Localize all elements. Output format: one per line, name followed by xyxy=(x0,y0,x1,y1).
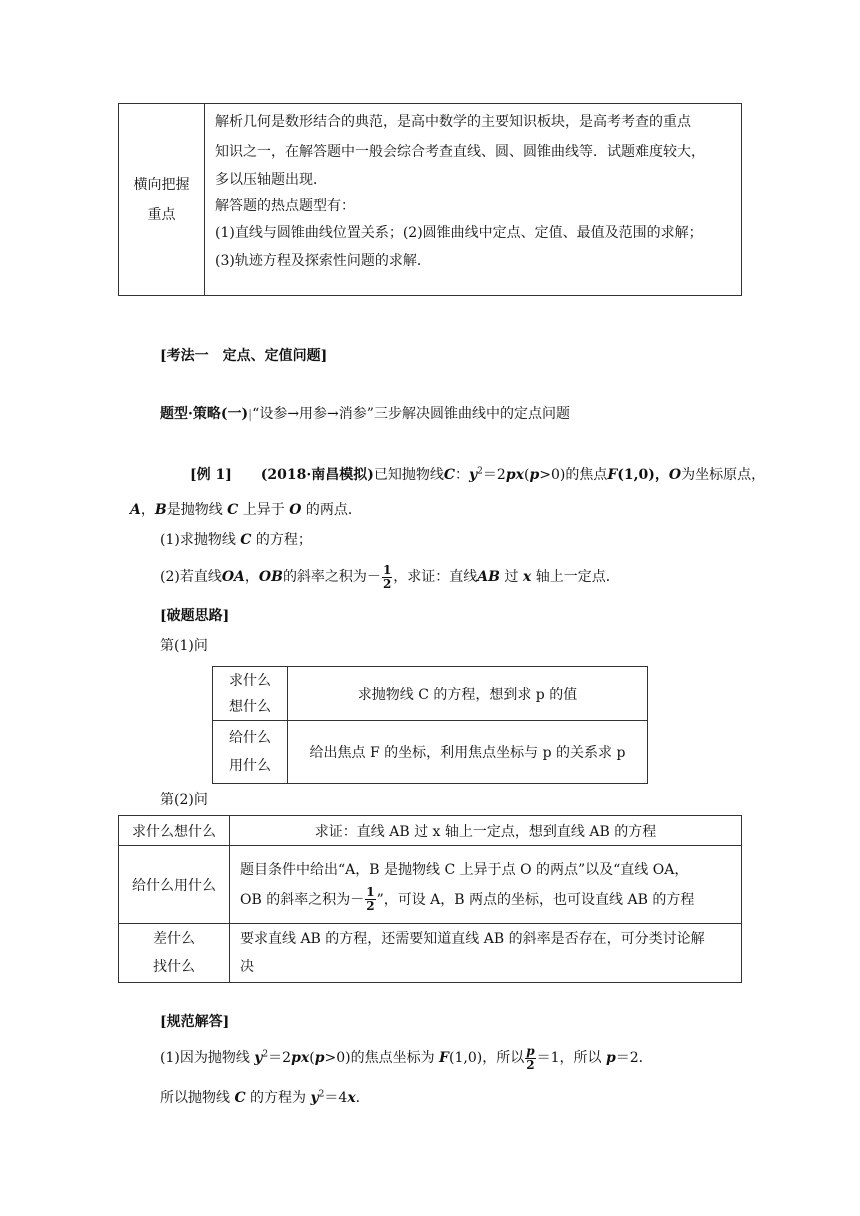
overview-line-5: (3)轨迹方程及探索性问题的求解． xyxy=(215,253,431,269)
section-heading: [考法一 定点、定值问题] xyxy=(160,348,328,364)
var-C: C xyxy=(227,502,239,518)
var-O: O xyxy=(668,467,682,483)
table1-head xyxy=(213,721,288,784)
var-O: O xyxy=(289,502,302,518)
solution-line-2 xyxy=(160,1088,370,1108)
overview-content xyxy=(205,104,742,296)
fraction-p-over-2 xyxy=(525,1045,535,1072)
strategy-label: 题型·策略(一) xyxy=(160,406,249,422)
example-tag: [例 1] xyxy=(190,467,232,483)
exp-2: 2 xyxy=(477,466,483,477)
sol2-text-c: ＝4 xyxy=(324,1090,348,1106)
fraction-one-half xyxy=(382,564,392,591)
table2-row2-line2 xyxy=(240,885,735,915)
frac-den: 2 xyxy=(382,576,392,591)
table1-content: 求抛物线 C 的方程，想到求 p 的值 xyxy=(288,667,648,721)
var-A: A xyxy=(130,502,141,518)
var-C: C xyxy=(443,467,456,483)
example-eq: ＝2 xyxy=(482,467,506,483)
table2-head: 求什么想什么 xyxy=(119,816,230,846)
table2-content xyxy=(230,924,742,983)
example-line2-text: 是抛物线 xyxy=(166,502,223,518)
overview-label-line1: 横向把握 xyxy=(133,176,190,193)
table1-head xyxy=(213,667,288,721)
var-OA: OA xyxy=(221,569,245,585)
var-y: y xyxy=(254,1050,263,1066)
overview-line-4: (1)直线与圆锥曲线位置关系；(2)圆锥曲线中定点、定值、最值及范围的求解； xyxy=(215,225,703,241)
table1-head-line2: 想什么 xyxy=(229,698,271,715)
table2-head-line2: 找什么 xyxy=(153,959,195,975)
table2-content: 求证：直线 AB 过 x 轴上一定点，想到直线 AB 的方程 xyxy=(230,816,742,846)
frac-num: p xyxy=(526,1043,535,1058)
table1-row xyxy=(213,721,648,784)
table-part1 xyxy=(212,666,648,784)
table2-row2-line2a: OB 的斜率之积为－ xyxy=(240,891,365,908)
strategy-line xyxy=(160,404,570,424)
frac-den: 2 xyxy=(366,899,375,913)
overview-line-0: 解析几何是数形结合的典范，是高中数学的主要知识板块，是高考考查的重点 xyxy=(215,114,691,130)
q2-text-e: 轴上一定点． xyxy=(535,569,620,585)
var-px: px xyxy=(291,1050,310,1066)
exp-2: 2 xyxy=(262,1049,269,1060)
table-part2 xyxy=(118,815,742,983)
var-OB: OB xyxy=(258,569,283,585)
var-AB: AB xyxy=(477,569,500,585)
overview-line-1: 知识之一，在解答题中一般会综合考查直线、圆、圆锥曲线等．试题难度较大， xyxy=(215,144,705,160)
part2-label: 第(2)问 xyxy=(160,792,208,808)
strategy-separator: | xyxy=(248,407,253,421)
table2-content xyxy=(230,846,742,924)
sol-text-a: (1)因为抛物线 xyxy=(160,1050,255,1066)
example-line-2 xyxy=(130,500,362,520)
sol-text-g: ＝2． xyxy=(615,1050,653,1066)
sol-text-e: (1,0)，所以 xyxy=(449,1050,525,1066)
q1-end: 的方程； xyxy=(255,532,312,548)
exp-2: 2 xyxy=(318,1089,325,1100)
overview-line-2: 多以压轴题出现． xyxy=(215,172,327,188)
q1-text: (1)求抛物线 xyxy=(160,532,236,548)
table1-row xyxy=(213,667,648,721)
focus-coord: (1,0)， xyxy=(617,467,669,483)
var-p: p xyxy=(605,1050,616,1066)
table2-row xyxy=(119,816,742,846)
q2-text-a: (2)若直线 xyxy=(160,569,222,585)
question-1 xyxy=(160,530,312,550)
example-origin-text: 为坐标原点， xyxy=(681,467,766,483)
table2-head xyxy=(119,924,230,983)
sol-text-c: ( xyxy=(309,1050,315,1066)
table2-row xyxy=(119,846,742,924)
analysis-heading: [破题思路] xyxy=(160,608,230,624)
sol-text-d: >0)的焦点坐标为 xyxy=(324,1050,440,1066)
var-F: F xyxy=(607,467,618,483)
example-line-1 xyxy=(190,465,765,485)
table1-head-line1: 给什么 xyxy=(229,730,271,746)
q2-text-c: ，求证：直线 xyxy=(393,569,478,585)
var-C: C xyxy=(240,532,252,548)
example-cond: >0)的焦点 xyxy=(539,467,608,483)
sol-text-b: ＝2 xyxy=(268,1050,292,1066)
overview-label-line2: 重点 xyxy=(147,206,176,223)
sol-text-f: ＝1，所以 xyxy=(536,1050,606,1066)
overview-line-3: 解答题的热点题型有： xyxy=(215,198,355,214)
question-2 xyxy=(160,562,620,592)
table1-head-line1: 求什么 xyxy=(229,672,271,689)
sol2-text-b: 的方程为 xyxy=(245,1090,311,1106)
table2-row3-line1: 要求直线 AB 的方程，还需要知道直线 AB 的斜率是否存在，可分类讨论解 xyxy=(240,931,705,947)
fraction-one-half xyxy=(365,886,375,913)
table2-row3-line2: 决 xyxy=(240,959,254,975)
table2-row2-line1: 题目条件中给出“A，B 是抛物线 C 上异于点 O 的两点”以及“直线 OA， xyxy=(240,861,689,878)
example-source: (2018·南昌模拟) xyxy=(260,467,374,483)
var-x: x xyxy=(347,1090,356,1106)
var-F: F xyxy=(439,1050,449,1066)
q2-text-d: 过 xyxy=(504,569,519,585)
overview-table xyxy=(118,103,742,296)
var-p: p xyxy=(314,1050,325,1066)
example-sep: ， xyxy=(140,502,155,518)
table1-content: 给出焦点 F 的坐标，利用焦点坐标与 p 的关系求 p xyxy=(288,721,648,784)
solution-line-1 xyxy=(160,1042,653,1074)
strategy-text: “设参→用参→消参”三步解决圆锥曲线中的定点问题 xyxy=(252,406,570,422)
solution-heading: [规范解答] xyxy=(160,1014,230,1030)
q2-comma: ， xyxy=(244,569,259,585)
var-px: px xyxy=(505,467,524,483)
example-colon: ： xyxy=(455,467,470,483)
frac-num: 1 xyxy=(382,562,392,577)
table2-head: 给什么用什么 xyxy=(119,846,230,924)
var-B: B xyxy=(154,502,167,518)
var-x: x xyxy=(522,569,532,585)
q2-text-b: 的斜率之积为－ xyxy=(282,569,381,585)
var-y: y xyxy=(469,467,478,483)
table2-row xyxy=(119,924,742,983)
sol2-text-d: ． xyxy=(355,1090,370,1106)
table1-head-line2: 用什么 xyxy=(229,758,271,774)
var-y: y xyxy=(310,1090,319,1106)
var-C: C xyxy=(234,1090,246,1106)
example-paren: ( xyxy=(523,467,530,483)
frac-den: 2 xyxy=(526,1057,535,1072)
example-line2-text3: 的两点． xyxy=(305,502,362,518)
table2-row2-line2b: ”，可设 A，B 两点的坐标，也可设直线 AB 的方程 xyxy=(376,891,695,908)
part1-label: 第(1)问 xyxy=(160,638,208,654)
table2-head-line1: 差什么 xyxy=(153,931,195,947)
var-p: p xyxy=(529,467,540,483)
frac-num: 1 xyxy=(366,885,375,899)
example-text: 已知抛物线 xyxy=(373,467,444,483)
overview-label xyxy=(119,104,205,296)
sol2-text-a: 所以抛物线 xyxy=(160,1090,235,1106)
example-line2-text2: 上异于 xyxy=(242,502,285,518)
